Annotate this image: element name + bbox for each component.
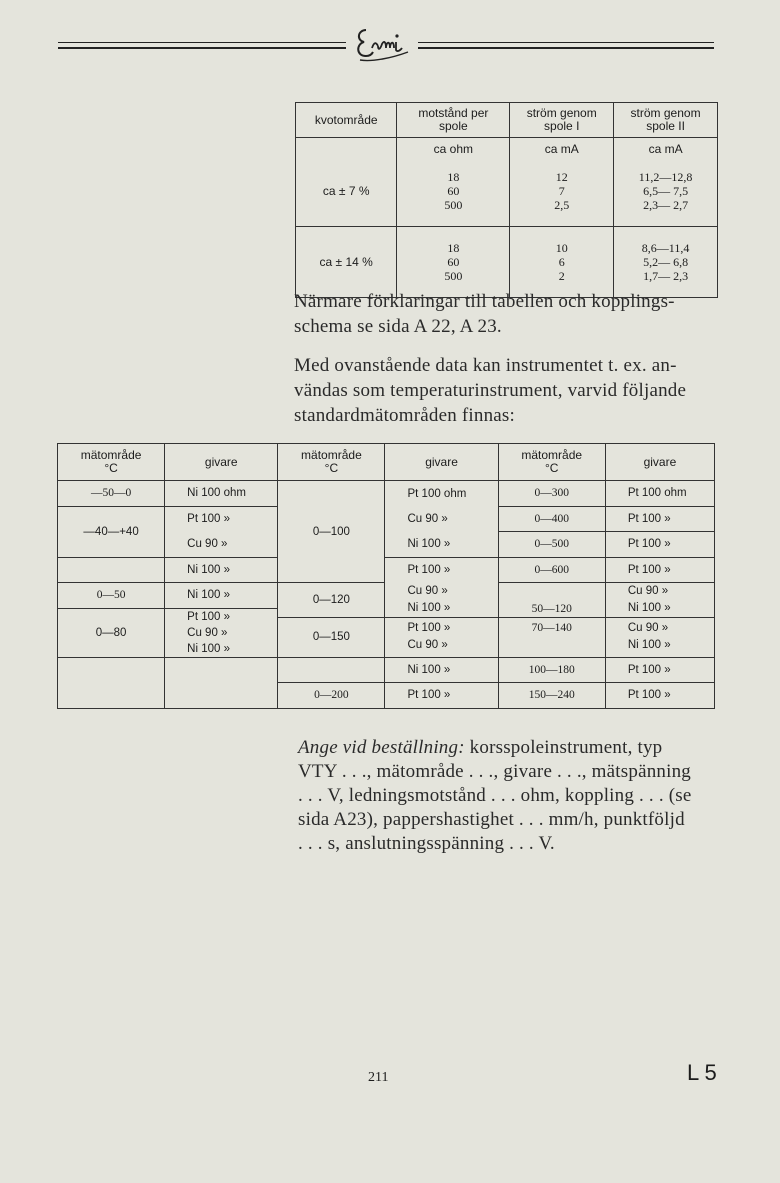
usage-paragraph [294,353,686,428]
t2-range: 0—120 [278,583,385,618]
t2-range: 100—180 [498,657,605,683]
t2-sensor: Ni 100 ohm [165,481,278,507]
t1-cell: 11,2—12,8 [638,170,693,184]
measuring-range-table [57,443,715,709]
t2-sensor: Cu 90 » [407,584,448,597]
t2-range: —40—+40 [58,506,165,557]
t2-sensor: Cu 90 » [407,639,448,651]
t1-cell: 2,5 [554,198,570,212]
t2-sensor: Cu 90 » [165,532,278,558]
t1-unit-ma-1: ca mA [510,138,614,157]
t2-sensor: Pt 100 » [385,683,498,709]
t2-sensor: Pt 100 » [605,506,714,532]
t2-range: 0—150 [278,618,385,658]
t1-header-range: kvotområde [296,103,397,138]
t1-cell: 500 [444,269,463,283]
t1-i1-group-2 [510,227,614,298]
order-line: korsspoleinstrument, typ [464,737,663,758]
t1-ohm-group-1 [397,156,510,227]
t2-sensor: Ni 100 » [385,532,498,558]
t2-sensor: Ni 100 » [385,657,498,683]
t1-cell: 500 [444,198,463,212]
note-line: schema se sida A 22, A 23. [294,316,502,337]
ratio-range-table [295,102,718,298]
t2-range: 50—120 [498,583,605,618]
t2-range: 0—600 [498,557,605,583]
order-line: . . . s, anslutningsspänning . . . V. [298,833,555,854]
t2-sensor: Cu 90 » [187,626,228,639]
section-code: L 5 [687,1060,717,1085]
t2-range: 70—140 [498,618,605,658]
note-paragraph [294,289,675,339]
t1-cell: 18 [447,170,460,184]
t2-range: —50—0 [58,481,165,507]
usage-line: Med ovanstående data kan instrumentet t. ex. an- [294,355,677,376]
t2-sensor: Ni 100 » [627,602,671,614]
t1-range-14pct: ca ± 14 % [319,255,373,269]
t2-sensor: Pt 100 » [165,506,278,532]
t2-sensor-pair [605,618,714,658]
t2-sensor: Pt 100 » [385,557,498,583]
t2-sensor: Cu 90 » [385,506,498,532]
t2-sensor: Ni 100 » [407,601,451,614]
t2-range: 0—300 [498,481,605,507]
t1-cell: 60 [447,184,460,198]
t1-i2-group-2 [614,227,718,298]
t2-sensor: Pt 100 » [407,622,451,634]
t1-unit-ohm: ca ohm [397,138,510,157]
t2-header-range-2 [278,444,385,481]
t2-sensor: Pt 100 ohm [605,481,714,507]
header-rule-left-1 [58,42,346,43]
t1-cell: 60 [447,255,460,269]
t1-cell: 1,7— 2,3 [643,269,689,283]
order-paragraph [298,736,724,856]
order-line: sida A23), pappershastighet . . . mm/h, punktföljd [298,809,685,830]
header-text: mätområde [80,448,142,462]
t1-cell: 18 [447,241,460,255]
header-unit: °C [545,461,559,475]
note-line: Närmare förklaringar till tabellen och kopplings- [294,291,675,312]
usage-line: vändas som temperaturinstrument, varvid följande [294,380,687,401]
t1-header-current-2: ström genom spole II [614,103,718,138]
t2-sensor: Ni 100 » [165,557,278,583]
t2-range: 0—100 [278,481,385,583]
order-line: VTY . . ., mätområde . . ., givare . . ., mätspänning [298,761,691,782]
t1-header-current-1: ström genom spole I [510,103,614,138]
t1-cell: 5,2— 6,8 [643,255,689,269]
t2-sensor: Ni 100 » [187,642,230,655]
t1-cell: 6,5— 7,5 [643,184,689,198]
t2-header-sensor-2: givare [385,444,498,481]
t2-header-sensor-1: givare [165,444,278,481]
t2-header-range-1 [58,444,165,481]
t2-range: 0—80 [58,608,165,657]
t2-sensor-group [165,608,278,657]
usage-line: standardmätområden finnas: [294,405,515,426]
page-number: 211 [368,1070,389,1085]
t1-cell: 8,6—11,4 [641,241,690,255]
t1-cell: 2 [558,269,565,283]
t1-header-resistance: motstånd per spole [397,103,510,138]
t2-header-sensor-3: givare [605,444,714,481]
t2-sensor: Ni 100 » [165,583,278,609]
t2-sensor: Pt 100 » [605,657,714,683]
t2-sensor-pair [385,618,498,658]
ermi-logo [352,18,412,64]
t1-cell: 6 [558,255,565,269]
t1-cell: 12 [555,170,568,184]
header-unit: °C [324,461,339,475]
order-label: Ange vid beställning: [298,737,465,758]
header-rule-right-1 [418,42,714,43]
header-rule-left-2 [58,47,346,49]
t2-range: 0—200 [278,683,385,709]
t2-sensor: Pt 100 » [605,532,714,558]
order-line: . . . V, ledningsmotstånd . . . ohm, koppling . . . (se [298,785,692,806]
t2-sensor: Pt 100 » [605,557,714,583]
header-rule-right-2 [418,47,714,49]
t2-range: 0—50 [58,583,165,609]
t2-sensor: Pt 100 » [605,683,714,709]
t1-unit-ma-2: ca mA [614,138,718,157]
t2-sensor: Pt 100 » [187,610,230,623]
t2-sensor: Cu 90 » [627,622,669,634]
t1-i1-group-1 [510,156,614,227]
t1-cell: 10 [555,241,568,255]
t1-cell: 2,3— 2,7 [643,198,689,212]
t2-sensor-pair [605,583,714,618]
header-unit: °C [104,461,118,475]
t1-cell: 7 [558,184,565,198]
t2-range: 150—240 [498,683,605,709]
t2-range: 0—500 [498,532,605,558]
t2-sensor: Pt 100 ohm [385,481,498,507]
t2-sensor: Ni 100 » [627,639,671,651]
t2-header-range-3 [498,444,605,481]
t2-range: 0—400 [498,506,605,532]
t1-i2-group-1 [614,156,718,227]
t1-range-7pct: ca ± 7 % [296,156,397,227]
t2-sensor: Cu 90 » [627,585,669,597]
header-text: mätområde [301,448,362,462]
t1-ohm-group-2 [397,227,510,298]
header-text: mätområde [521,448,583,462]
t2-sensor-pair [385,583,498,618]
